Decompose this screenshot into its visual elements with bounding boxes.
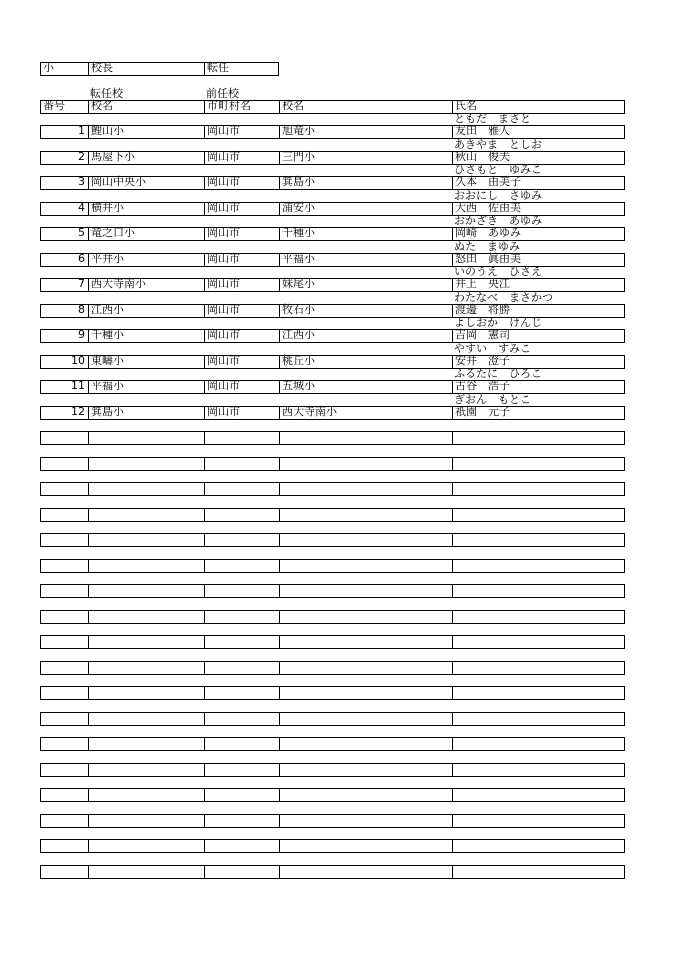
empty-table-row: [40, 839, 625, 853]
row-number: 2: [78, 150, 85, 163]
row-school-name: 千種小: [91, 328, 124, 341]
row-municipality: 岡山市: [207, 277, 240, 290]
row-name: 祇園 元子: [455, 405, 510, 418]
empty-table-row: [40, 763, 625, 777]
table-row: [40, 406, 625, 420]
row-number: 7: [78, 277, 85, 290]
row-name: 安井 澄子: [455, 354, 510, 367]
row-name-reading: あきやま としお: [454, 138, 542, 151]
transfer-label: 転任: [207, 61, 229, 74]
row-prev-school-name: 千種小: [282, 226, 315, 239]
row-prev-school-name: 浦安小: [282, 201, 315, 214]
col-school-name: 校名: [91, 99, 113, 112]
row-school-name: 平福小: [91, 379, 124, 392]
row-number: 6: [78, 252, 85, 265]
row-name: 怒田 眞由美: [455, 252, 521, 265]
row-name: 古谷 浩子: [455, 379, 510, 392]
row-name-reading: ひさもと ゆみこ: [454, 163, 542, 176]
row-number: 12: [71, 405, 85, 418]
empty-table-row: [40, 661, 625, 675]
row-school-name: 江西小: [91, 303, 124, 316]
row-school-name: 東疇小: [91, 354, 124, 367]
table-row: [40, 176, 625, 190]
table-row: [40, 329, 625, 343]
row-prev-school-name: 三門小: [282, 150, 315, 163]
row-name: 吉岡 憲司: [455, 328, 510, 341]
row-name-reading: おかざき あゆみ: [454, 214, 542, 227]
row-municipality: 岡山市: [207, 328, 240, 341]
col-number: 番号: [43, 99, 65, 112]
row-name: 秋山 俊夫: [455, 150, 510, 163]
header-box: [40, 62, 279, 76]
row-name-reading: おおにし さゆみ: [454, 189, 542, 202]
row-municipality: 岡山市: [207, 150, 240, 163]
row-school-name: 箕島小: [91, 405, 124, 418]
row-name: 久本 由美子: [455, 175, 521, 188]
empty-table-row: [40, 737, 625, 751]
row-municipality: 岡山市: [207, 405, 240, 418]
col-municipality: 市町村名: [207, 99, 251, 112]
empty-table-row: [40, 482, 625, 496]
school-type-label: 小: [43, 61, 54, 74]
empty-table-row: [40, 610, 625, 624]
row-name-reading: ふるたに ひろこ: [454, 367, 542, 380]
row-prev-school-name: 旭竜小: [282, 124, 315, 137]
row-prev-school-name: 妹尾小: [282, 277, 315, 290]
row-name: 井上 央江: [455, 277, 510, 290]
empty-table-row: [40, 533, 625, 547]
empty-table-row: [40, 559, 625, 573]
row-name: 岡崎 あゆみ: [455, 226, 521, 239]
row-prev-school-name: 西大寺南小: [282, 405, 337, 418]
empty-table-row: [40, 635, 625, 649]
row-number: 11: [71, 379, 85, 392]
row-name-reading: ともだ まさと: [454, 112, 531, 125]
row-name-reading: ぬた まゆみ: [454, 240, 520, 253]
row-municipality: 岡山市: [207, 354, 240, 367]
row-school-name: 横井小: [91, 201, 124, 214]
row-number: 8: [78, 303, 85, 316]
row-school-name: 平井小: [91, 252, 124, 265]
empty-table-row: [40, 584, 625, 598]
empty-table-row: [40, 508, 625, 522]
row-prev-school-name: 江西小: [282, 328, 315, 341]
row-municipality: 岡山市: [207, 226, 240, 239]
row-name-reading: ぎおん もとこ: [454, 393, 531, 406]
row-prev-school-name: 箕島小: [282, 175, 315, 188]
row-municipality: 岡山市: [207, 124, 240, 137]
row-prev-school-name: 平福小: [282, 252, 315, 265]
row-number: 1: [78, 124, 85, 137]
principal-label: 校長: [91, 61, 113, 74]
row-number: 3: [78, 175, 85, 188]
row-municipality: 岡山市: [207, 201, 240, 214]
empty-table-row: [40, 457, 625, 471]
row-prev-school-name: 五城小: [282, 379, 315, 392]
col-name: 氏名: [455, 99, 477, 112]
row-name: 大西 佐由美: [455, 201, 521, 214]
row-number: 5: [78, 226, 85, 239]
row-school-name: 西大寺南小: [91, 277, 146, 290]
column-header-row: [40, 100, 625, 114]
table-row: [40, 227, 625, 241]
empty-table-row: [40, 814, 625, 828]
table-row: [40, 125, 625, 139]
row-number: 10: [71, 354, 85, 367]
empty-table-row: [40, 431, 625, 445]
empty-table-row: [40, 686, 625, 700]
empty-table-row: [40, 712, 625, 726]
row-name: 友田 雅人: [455, 124, 510, 137]
row-name-reading: わたなべ まさかつ: [454, 291, 553, 304]
row-municipality: 岡山市: [207, 175, 240, 188]
row-number: 4: [78, 201, 85, 214]
row-name-reading: いのうえ ひさえ: [454, 265, 542, 278]
row-school-name: 鯉山小: [91, 124, 124, 137]
row-municipality: 岡山市: [207, 252, 240, 265]
row-prev-school-name: 牧石小: [282, 303, 315, 316]
empty-table-row: [40, 865, 625, 879]
row-municipality: 岡山市: [207, 303, 240, 316]
table-row: [40, 380, 625, 394]
previous-post-group-label: 前任校: [206, 87, 239, 100]
row-prev-school-name: 桃丘小: [282, 354, 315, 367]
table-row: [40, 278, 625, 292]
transfer-school-group-label: 転任校: [90, 87, 123, 100]
row-school-name: 馬屋下小: [91, 150, 135, 163]
row-municipality: 岡山市: [207, 379, 240, 392]
row-name-reading: やすい すみこ: [454, 342, 531, 355]
row-name: 渡邊 将勝: [455, 303, 510, 316]
row-name-reading: よしおか けんじ: [454, 316, 542, 329]
col-prev-school-name: 校名: [282, 99, 304, 112]
row-school-name: 竜之口小: [91, 226, 135, 239]
row-number: 9: [78, 328, 85, 341]
empty-table-row: [40, 788, 625, 802]
row-school-name: 岡山中央小: [91, 175, 146, 188]
